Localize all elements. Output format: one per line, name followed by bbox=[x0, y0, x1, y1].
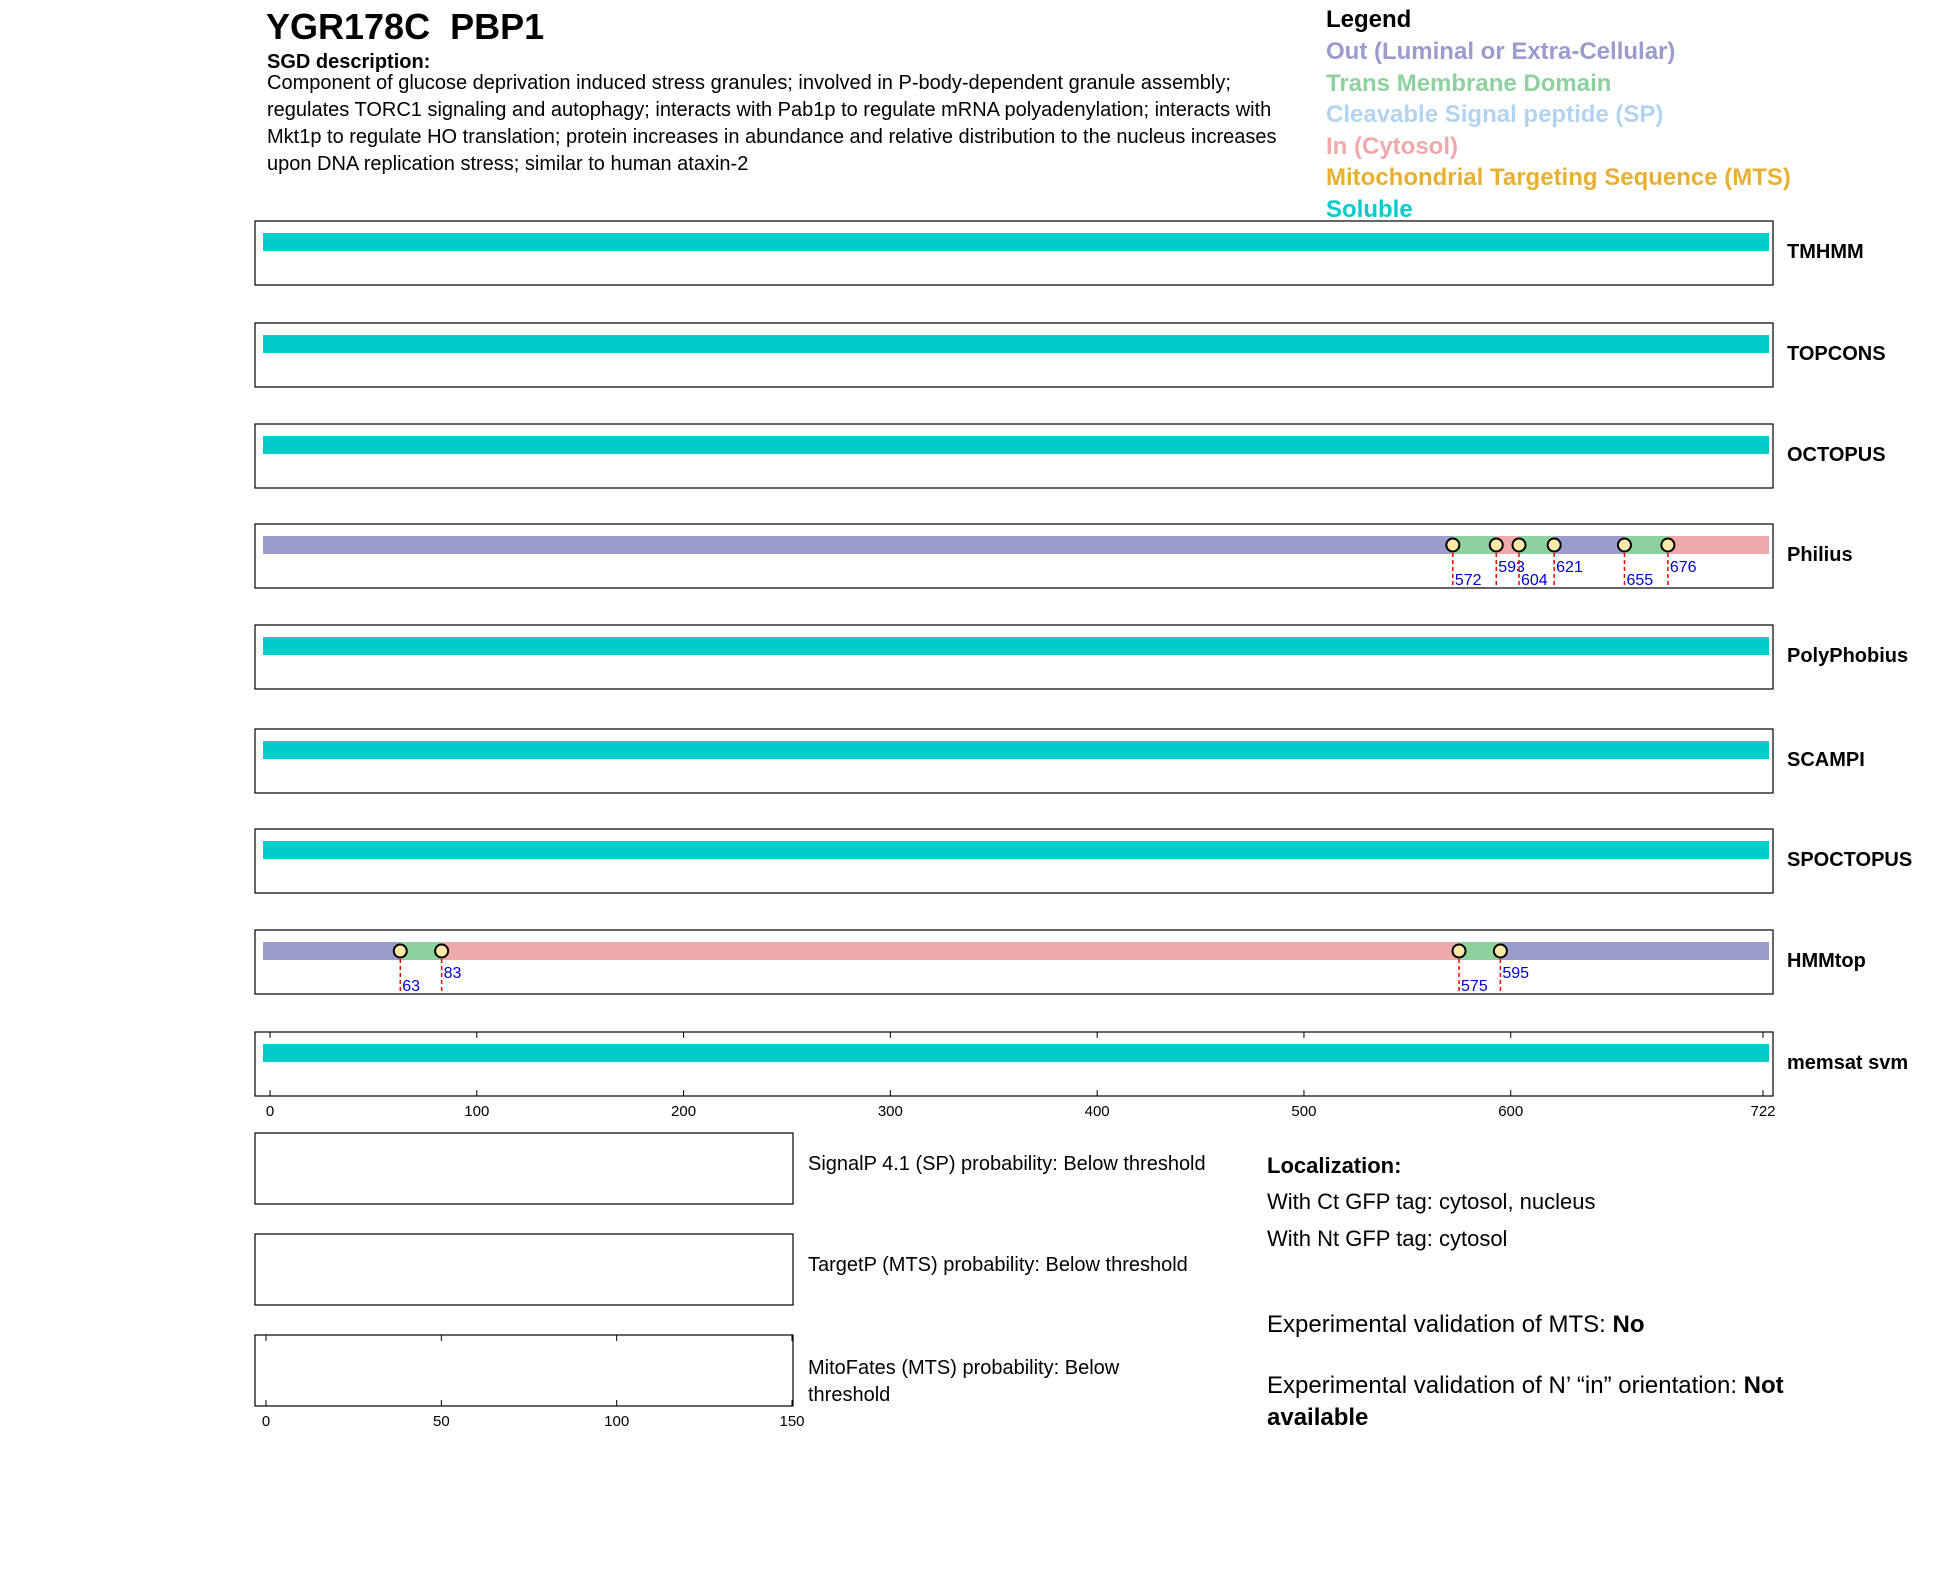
probability-plot-frame bbox=[255, 1133, 793, 1204]
probability-label: SignalP 4.1 (SP) probability: Below threshold bbox=[808, 1153, 1206, 1175]
track-topcons bbox=[255, 323, 1886, 387]
gene-title: YGR178C PBP1 bbox=[266, 6, 545, 47]
mts-validation-label: Experimental validation of MTS: bbox=[1267, 1311, 1613, 1338]
track-name-label: PolyPhobius bbox=[1787, 645, 1909, 667]
track-frame bbox=[255, 625, 1773, 689]
track-frame bbox=[255, 729, 1773, 793]
track-hmmtop bbox=[255, 930, 1866, 995]
x-tick-label: 400 bbox=[1084, 1103, 1110, 1120]
boundary-label: 676 bbox=[1669, 559, 1697, 576]
probability-plot bbox=[255, 1335, 1120, 1406]
boundary-label: 655 bbox=[1626, 572, 1654, 589]
track-philius bbox=[255, 524, 1853, 589]
localization-title: Localization: bbox=[1267, 1153, 1402, 1178]
probability-plot bbox=[255, 1133, 1206, 1204]
probability-plot-frame bbox=[255, 1335, 793, 1406]
legend-item-sp: Cleavable Signal peptide (SP) bbox=[1326, 101, 1664, 129]
x-tick-label: 100 bbox=[464, 1103, 490, 1120]
legend-item-tm: Trans Membrane Domain bbox=[1326, 69, 1612, 97]
boundary-marker bbox=[1494, 945, 1507, 958]
track-name-label: Philius bbox=[1787, 544, 1853, 566]
boundary-marker bbox=[1446, 539, 1459, 552]
segment-out bbox=[1554, 536, 1624, 554]
track-scampi bbox=[255, 729, 1865, 793]
track-frame bbox=[255, 1032, 1773, 1096]
track-memsat-svm bbox=[255, 1032, 1908, 1096]
boundary-label: 572 bbox=[1454, 572, 1482, 589]
track-tmhmm bbox=[255, 221, 1864, 285]
x-tick-label: 300 bbox=[877, 1103, 903, 1120]
boundary-label: 575 bbox=[1461, 978, 1488, 995]
track-spoctopus bbox=[255, 829, 1912, 893]
probability-label: TargetP (MTS) probability: Below threshold bbox=[808, 1254, 1188, 1276]
probability-plot-frame bbox=[255, 1234, 793, 1305]
nt-gfp-localization: With Nt GFP tag: cytosol bbox=[1267, 1226, 1508, 1251]
segment-in bbox=[442, 942, 1459, 960]
track-frame bbox=[255, 323, 1773, 387]
track-name-label: HMMtop bbox=[1787, 950, 1866, 972]
track-frame bbox=[255, 424, 1773, 488]
sgd-description-label: SGD description: bbox=[267, 51, 431, 73]
track-name-label: SPOCTOPUS bbox=[1787, 849, 1913, 871]
boundary-marker bbox=[1548, 539, 1561, 552]
segment-soluble bbox=[263, 841, 1769, 859]
track-frame bbox=[255, 829, 1773, 893]
boundary-label: 63 bbox=[402, 978, 421, 995]
legend-item-soluble: Soluble bbox=[1326, 195, 1413, 223]
segment-out bbox=[1500, 942, 1769, 960]
legend-item-out: Out (Luminal or Extra-Cellular) bbox=[1326, 38, 1676, 65]
track-polyphobius bbox=[255, 625, 1908, 689]
segment-soluble bbox=[263, 233, 1769, 251]
ct-gfp-localization: With Ct GFP tag: cytosol, nucleus bbox=[1267, 1189, 1596, 1214]
x-tick-label: 0 bbox=[265, 1103, 275, 1120]
x-tick-label: 600 bbox=[1498, 1103, 1524, 1120]
boundary-marker bbox=[1490, 539, 1503, 552]
track-octopus bbox=[255, 424, 1886, 488]
mts-validation-value: No bbox=[1612, 1311, 1645, 1338]
segment-out bbox=[263, 942, 400, 960]
boundary-marker bbox=[394, 945, 407, 958]
track-name-label: TMHMM bbox=[1787, 241, 1864, 263]
prob-x-tick-label: 150 bbox=[779, 1413, 805, 1430]
segment-soluble bbox=[263, 436, 1769, 454]
legend-title: Legend bbox=[1326, 6, 1412, 33]
legend-item-in: In (Cytosol) bbox=[1326, 132, 1458, 160]
legend-item-mts: Mitochondrial Targeting Sequence (MTS) bbox=[1326, 164, 1791, 192]
boundary-label: 621 bbox=[1556, 559, 1583, 576]
track-frame bbox=[255, 221, 1773, 285]
segment-soluble bbox=[263, 1044, 1769, 1062]
mts-validation bbox=[1267, 1311, 1644, 1339]
segment-soluble bbox=[263, 741, 1769, 759]
boundary-label: 604 bbox=[1520, 572, 1548, 589]
x-tick-label: 500 bbox=[1291, 1103, 1317, 1120]
boundary-marker bbox=[1618, 539, 1631, 552]
boundary-marker bbox=[1512, 539, 1525, 552]
segment-in bbox=[1668, 536, 1769, 554]
boundary-marker bbox=[1661, 539, 1674, 552]
n-in-validation-label: Experimental validation of N’ “in” orientation: bbox=[1267, 1372, 1744, 1399]
track-name-label: OCTOPUS bbox=[1787, 444, 1886, 466]
track-frame bbox=[255, 930, 1773, 994]
boundary-label: 83 bbox=[443, 965, 462, 982]
track-name-label: memsat svm bbox=[1787, 1052, 1909, 1074]
probability-plot bbox=[255, 1234, 1188, 1305]
prob-x-tick-label: 0 bbox=[261, 1413, 271, 1430]
boundary-label: 595 bbox=[1502, 965, 1530, 982]
probability-label: MitoFates (MTS) probability: Below threshold bbox=[808, 1357, 1120, 1406]
track-name-label: SCAMPI bbox=[1787, 749, 1865, 771]
track-name-label: TOPCONS bbox=[1787, 343, 1886, 365]
boundary-label: 593 bbox=[1498, 559, 1525, 576]
n-in-validation-value: Not available bbox=[1267, 1372, 1784, 1431]
prob-x-tick-label: 50 bbox=[432, 1413, 450, 1430]
segment-soluble bbox=[263, 637, 1769, 655]
n-in-validation bbox=[1267, 1370, 1827, 1434]
x-tick-label: 722 bbox=[1750, 1103, 1776, 1120]
segment-out bbox=[263, 536, 1453, 554]
boundary-marker bbox=[435, 945, 448, 958]
boundary-marker bbox=[1453, 945, 1466, 958]
segment-soluble bbox=[263, 335, 1769, 353]
sgd-description-text: Component of glucose deprivation induced stress granules; involved in P-body-dependent granule assembly; regulates TORC1 signaling and autophagy; interacts with Pab1p to regulate mRNA polyadenylation; interacts with Mkt1p to regulate HO translation; protein increases in abundance and relative distribution to the nucleus increases upon DNA replication stress; similar to human ataxin-2 bbox=[267, 72, 1277, 175]
prob-x-tick-label: 100 bbox=[604, 1413, 630, 1430]
x-tick-label: 200 bbox=[671, 1103, 697, 1120]
